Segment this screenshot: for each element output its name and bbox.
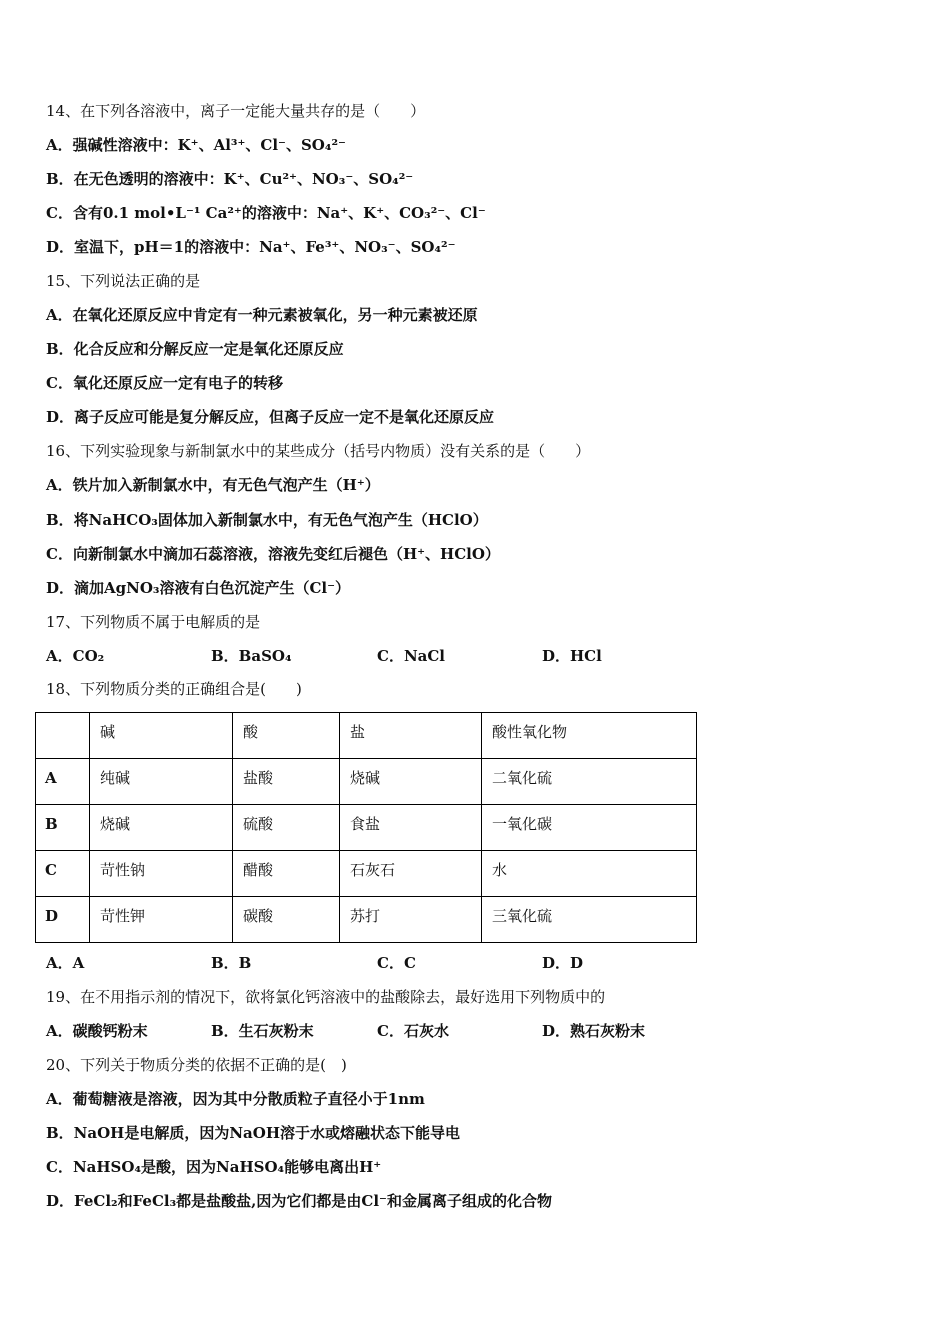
q20-option-c: C．NaHSO₄是酸，因为NaHSO₄能够电离出H⁺ (46, 1158, 382, 1176)
table-cell: 食盐 (340, 805, 482, 851)
table-cell: 苛性钾 (90, 897, 233, 943)
q15-option-c: C．氧化还原反应一定有电子的转移 (46, 374, 283, 392)
q20-option-d: D．FeCl₂和FeCl₃都是盐酸盐,因为它们都是由Cl⁻和金属离子组成的化合物 (46, 1192, 552, 1210)
q18-option-c: C．C (377, 954, 416, 972)
table-cell: 烧碱 (90, 805, 233, 851)
table-cell: 苛性钠 (90, 851, 233, 897)
q15-option-d: D．离子反应可能是复分解反应，但离子反应一定不是氧化还原反应 (46, 408, 495, 426)
q19-option-d: D．熟石灰粉末 (542, 1022, 646, 1040)
q15-option-b: B．化合反应和分解反应一定是氧化还原反应 (46, 340, 344, 358)
q20-option-a: A．葡萄糖液是溶液，因为其中分散质粒子直径小于1nm (46, 1090, 425, 1108)
q20-stem: 20、下列关于物质分类的依据不正确的是( ) (46, 1056, 347, 1074)
q16-stem: 16、下列实验现象与新制氯水中的某些成分（括号内物质）没有关系的是（ ） (46, 442, 591, 460)
row-label: B (36, 805, 90, 851)
q16-option-d: D．滴加AgNO₃溶液有白色沉淀产生（Cl⁻） (46, 579, 351, 597)
table-cell: 盐酸 (233, 759, 340, 805)
q18-stem: 18、下列物质分类的正确组合是( ) (46, 680, 302, 698)
table-row (36, 805, 697, 851)
q14-option-c: C．含有0.1 mol•L⁻¹ Ca²⁺的溶液中：Na⁺、K⁺、CO₃²⁻、Cl⁻ (46, 204, 486, 222)
table-cell: 水 (482, 851, 697, 897)
q19-option-a: A．碳酸钙粉末 (46, 1022, 148, 1040)
q16-option-a: A．铁片加入新制氯水中，有无色气泡产生（H⁺） (46, 476, 380, 494)
q18-option-d: D．D (542, 954, 584, 972)
q17-option-c: C．NaCl (377, 647, 446, 665)
q16-option-b: B．将NaHCO₃固体加入新制氯水中，有无色气泡产生（HClO） (46, 511, 488, 529)
q20-option-b: B．NaOH是电解质，因为NaOH溶于水或熔融状态下能导电 (46, 1124, 461, 1142)
q17-option-b: B．BaSO₄ (211, 647, 292, 665)
q19-stem: 19、在不用指示剂的情况下，欲将氯化钙溶液中的盐酸除去，最好选用下列物质中的 (46, 988, 606, 1006)
q14-stem: 14、在下列各溶液中，离子一定能大量共存的是（ ） (46, 102, 426, 120)
row-label: D (36, 897, 90, 943)
table-cell: 三氧化硫 (482, 897, 697, 943)
table-cell: 二氧化硫 (482, 759, 697, 805)
q14-option-b: B．在无色透明的溶液中：K⁺、Cu²⁺、NO₃⁻、SO₄²⁻ (46, 170, 414, 188)
table-cell: 醋酸 (233, 851, 340, 897)
table-cell: 烧碱 (340, 759, 482, 805)
q14-option-d: D．室温下，pH＝1的溶液中：Na⁺、Fe³⁺、NO₃⁻、SO₄²⁻ (46, 238, 456, 256)
q18-option-b: B．B (211, 954, 252, 972)
table-row (36, 897, 697, 943)
header-cell-acidic-oxide: 酸性氧化物 (482, 713, 697, 759)
table-cell: 石灰石 (340, 851, 482, 897)
table-cell: 苏打 (340, 897, 482, 943)
q15-stem: 15、下列说法正确的是 (46, 272, 201, 290)
table-row (36, 759, 697, 805)
q15-option-a: A．在氧化还原反应中肯定有一种元素被氧化，另一种元素被还原 (46, 306, 478, 324)
header-cell-base: 碱 (90, 713, 233, 759)
q17-option-d: D．HCl (542, 647, 602, 665)
header-cell-blank (36, 713, 90, 759)
q17-stem: 17、下列物质不属于电解质的是 (46, 613, 261, 631)
table-cell: 一氧化碳 (482, 805, 697, 851)
q14-option-a: A．强碱性溶液中：K⁺、Al³⁺、Cl⁻、SO₄²⁻ (46, 136, 346, 154)
row-label: A (36, 759, 90, 805)
table-header-row (36, 713, 697, 759)
q18-option-a: A．A (46, 954, 85, 972)
table-row (36, 851, 697, 897)
q16-option-c: C．向新制氯水中滴加石蕊溶液，溶液先变红后褪色（H⁺、HClO） (46, 545, 500, 563)
table-cell: 纯碱 (90, 759, 233, 805)
table-cell: 硫酸 (233, 805, 340, 851)
q17-option-a: A．CO₂ (46, 647, 105, 665)
table-cell: 碳酸 (233, 897, 340, 943)
header-cell-salt: 盐 (340, 713, 482, 759)
header-cell-acid: 酸 (233, 713, 340, 759)
q19-option-c: C．石灰水 (377, 1022, 449, 1040)
classification-table (35, 712, 697, 943)
q19-option-b: B．生石灰粉末 (211, 1022, 314, 1040)
row-label: C (36, 851, 90, 897)
